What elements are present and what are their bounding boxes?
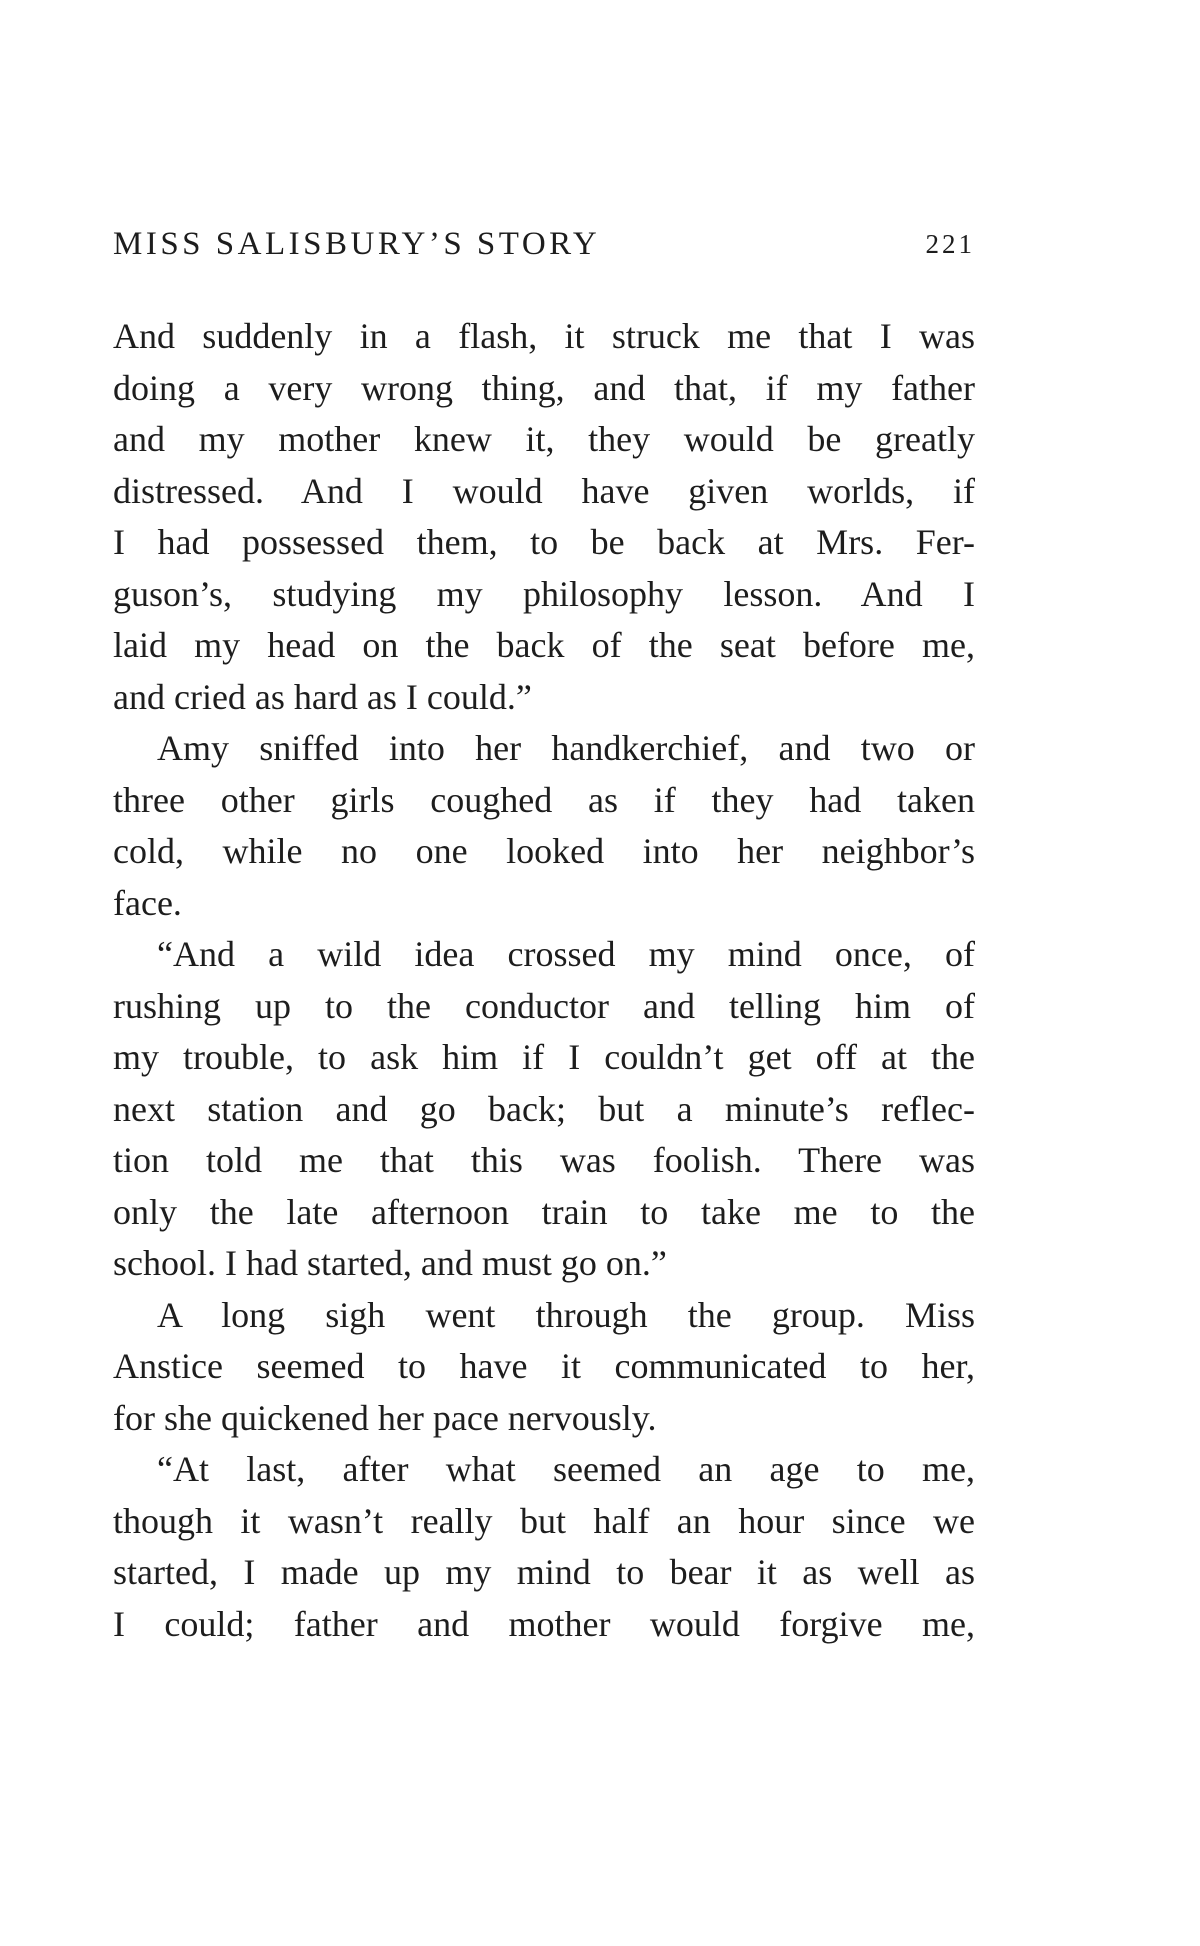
paragraph (113, 929, 975, 1290)
text-line: I could; father and mother would forgive me, (113, 1603, 975, 1644)
text-line: “At last, after what seemed an age to me, (157, 1449, 975, 1489)
page-number: 221 (925, 229, 975, 259)
text-line: tion told me that this was foolish. There was (113, 1140, 975, 1180)
text-line: A long sigh went through the group. Miss (157, 1294, 975, 1335)
text-line: doing a very wrong thing, and that, if my father (113, 367, 975, 408)
text-line: Anstice seemed to have it communicated to her, (113, 1346, 975, 1386)
text-line: distressed. And I would have given worlds, if (113, 470, 975, 511)
paragraph (113, 311, 975, 723)
text-line: and cried as hard as I could.” (113, 676, 532, 717)
paragraph (113, 1290, 975, 1445)
body-text (113, 311, 975, 1650)
text-line: laid my head on the back of the seat before me, (113, 625, 975, 665)
text-line: started, I made up my mind to bear it as well as (113, 1552, 975, 1592)
running-head (113, 222, 975, 266)
text-line: face. (113, 882, 182, 923)
text-line: I had possessed them, to be back at Mrs. Fer- (113, 522, 975, 562)
text-line: three other girls coughed as if they had taken (113, 779, 975, 820)
text-line: guson’s, studying my philosophy lesson. And I (113, 573, 975, 614)
text-line: And suddenly in a flash, it struck me that I was (113, 316, 975, 356)
text-line: only the late afternoon train to take me to the (113, 1191, 975, 1232)
text-line: my trouble, to ask him if I couldn’t get off at the (113, 1037, 975, 1077)
paragraph (113, 723, 975, 929)
text-line: though it wasn’t really but half an hour since we (113, 1500, 975, 1541)
text-line: school. I had started, and must go on.” (113, 1243, 667, 1283)
text-line: for she quickened her pace nervously. (113, 1397, 657, 1438)
running-title: MISS SALISBURY’S STORY (113, 226, 601, 262)
text-line: “And a wild idea crossed my mind once, of (157, 934, 975, 974)
text-line: Amy sniffed into her handkerchief, and two or (157, 728, 975, 768)
text-line: rushing up to the conductor and telling him of (113, 985, 975, 1026)
paragraph (113, 1444, 975, 1650)
text-line: next station and go back; but a minute’s reflec- (113, 1088, 975, 1129)
text-line: and my mother knew it, they would be greatly (113, 419, 975, 459)
text-line: cold, while no one looked into her neighbor’s (113, 831, 975, 871)
